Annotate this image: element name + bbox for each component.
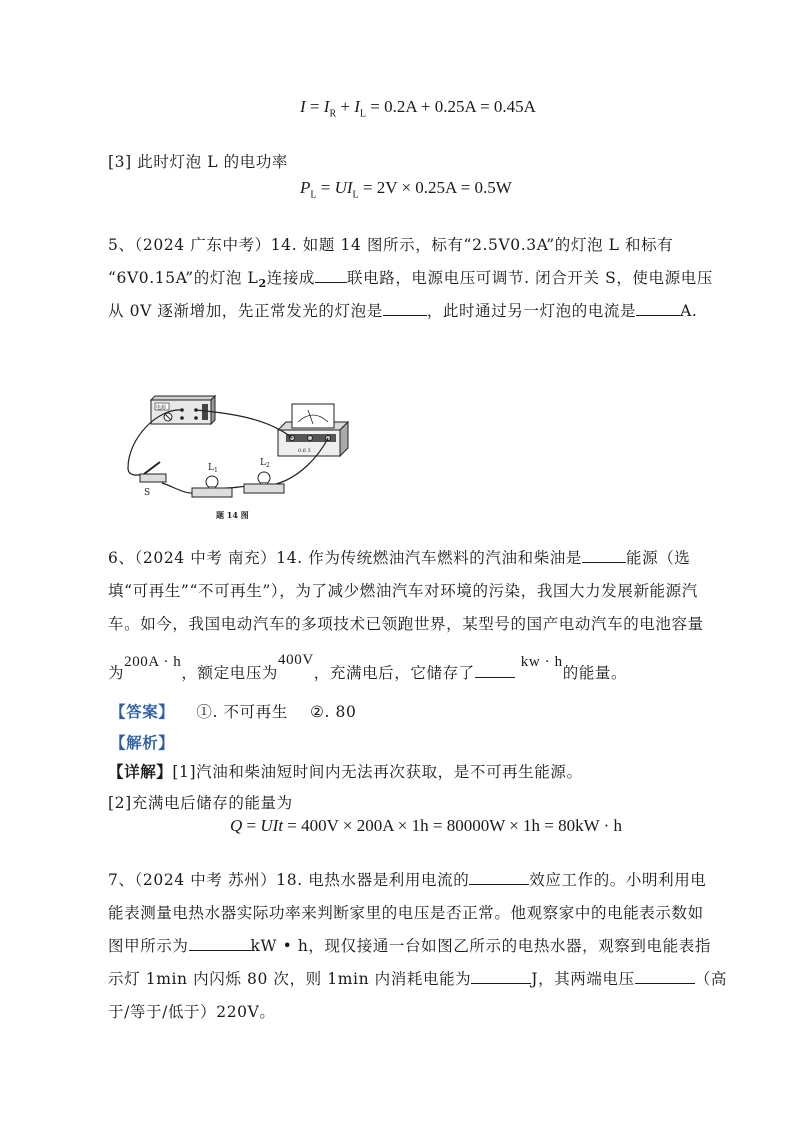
q7-blank-4[interactable]	[635, 969, 695, 984]
circuit-diagram	[118, 388, 358, 528]
detail-tag: 【详解】	[108, 762, 173, 781]
q5-blank-2[interactable]	[383, 301, 427, 316]
q6-line-3: 车。如今，我国电动汽车的多项技术已领跑世界，某型号的国产电动汽车的电池容量	[108, 615, 704, 633]
q6-line-2: 填“可再生”“不可再生”），为了减少燃油汽车对环境的污染，我国大力发展新能源汽	[108, 582, 698, 600]
battery-capacity: 200A · h	[124, 654, 182, 670]
q6-line-4: 为200A · h，额定电压为400V，充满电后，它储存了kw · h的能量。	[108, 652, 628, 682]
figure-caption: 题 14 图	[216, 510, 249, 520]
lamp-l1	[192, 463, 232, 497]
answer-line	[110, 700, 356, 722]
q7-line-4: 示灯 1min 内闪烁 80 次，则 1min 内消耗电能为 J，其两端电压 （高	[108, 970, 727, 988]
q7-blank-2[interactable]	[189, 936, 251, 951]
switch-s	[140, 462, 166, 498]
q7-blank-1[interactable]	[469, 870, 529, 885]
equation-total-current: $I = I_R + I_L = 0.2A + 0.25A = 0.45A$	[300, 97, 536, 120]
power-supply-label: 电源	[156, 405, 167, 411]
step-2-label: [2]充满电后储存的能量为	[108, 794, 293, 812]
circuit-figure	[118, 388, 358, 528]
q7-line-2: 能表测量电热水器实际功率来判断家里的电压是否正常。他观察家中的电能表示数如	[108, 904, 704, 922]
step-3-label: [3] 此时灯泡 L 的电功率	[108, 153, 289, 171]
answer-1: ①. 不可再生	[196, 703, 288, 721]
ammeter	[278, 404, 348, 456]
switch-label: S	[144, 488, 151, 498]
answer-tag: 【答案】	[110, 702, 175, 721]
lamp-l2	[244, 458, 284, 493]
q6-line-1: 6、（2024 中考 南充）14. 作为传统燃油汽车燃料的汽油和柴油是 能源（选	[108, 549, 691, 567]
energy-unit: kw · h	[520, 654, 563, 670]
q5-line-3: 从 0V 逐渐增加，先正常发光的灯泡是 ，此时通过另一灯泡的电流是 A.	[108, 302, 698, 320]
equation-energy: Q = UIt = 400V × 200A × 1h = 80000W × 1h = 80kW · h	[230, 816, 623, 835]
lamp-l2-label: $L_2$	[260, 458, 270, 469]
power-supply	[151, 396, 215, 424]
q5-line-1: 5、（2024 广东中考）14. 如题 14 图所示，标有“2.5V0.3A”的灯泡 L 和标有	[108, 236, 674, 254]
q7-line-5: 于/等于/低于）220V。	[108, 1003, 276, 1021]
q5-blank-3[interactable]	[636, 301, 680, 316]
q6-blank-2[interactable]	[475, 663, 515, 678]
q5-line-2: “6V0.15A”的灯泡 $L_2$连接成 联电路，电源电压可调节. 闭合开关 S，使电源电压	[108, 269, 713, 291]
answer-2: ②. 80	[309, 703, 357, 721]
lamp-l1-label: $L_1$	[208, 463, 218, 474]
q7-blank-3[interactable]	[471, 969, 531, 984]
q7-line-1: 7、（2024 中考 苏州）18. 电热水器是利用电流的 效应工作的。小明利用电	[108, 871, 707, 889]
equation-lamp-power: $P_L = UI_L = 2V \times 0.25A = 0.5W$	[300, 178, 512, 201]
ammeter-scale-label: 0.6 3	[298, 448, 311, 454]
rated-voltage: 400V	[278, 652, 314, 668]
analysis-tag: 【解析】	[110, 733, 175, 752]
q7-line-3: 图甲所示为 kW • h，现仅接通一台如图乙所示的电热水器，观察到电能表指	[108, 937, 711, 955]
q5-blank-1[interactable]	[315, 268, 347, 283]
detail-line: 【详解】[1]汽油和柴油短时间内无法再次获取，是不可再生能源。	[108, 762, 583, 781]
q6-blank-1[interactable]	[582, 548, 626, 563]
